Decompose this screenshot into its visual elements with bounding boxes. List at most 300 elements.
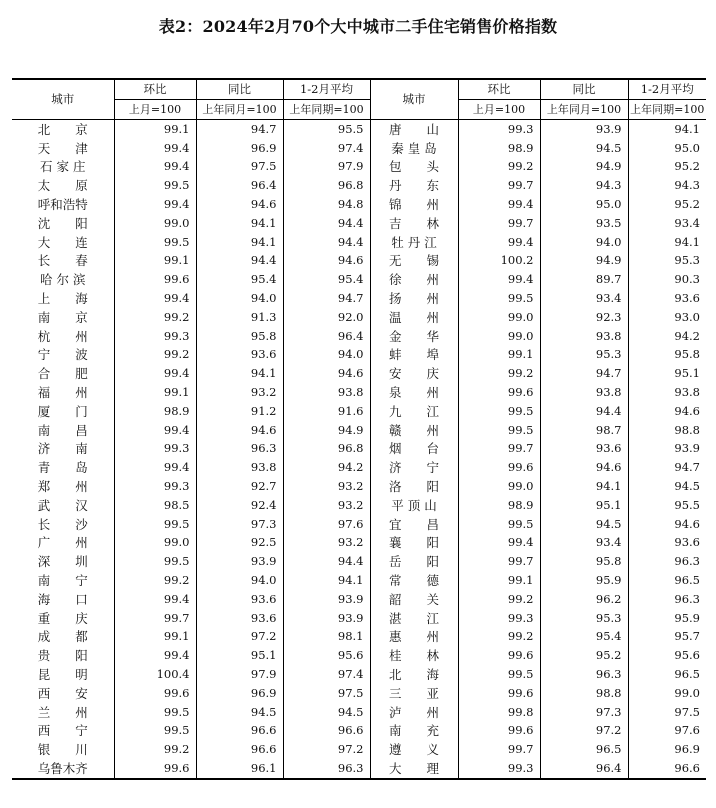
city-name-right: 秦 皇 岛 <box>370 139 458 158</box>
avg-value-right: 94.6 <box>674 403 700 418</box>
city-name-right: 岳 阳 <box>370 552 458 571</box>
avg-value-right: 97.5 <box>674 704 700 719</box>
mom-value-right: 99.5 <box>458 515 540 534</box>
avg-value-left: 93.2 <box>283 534 370 553</box>
mom-value-right: 99.3 <box>458 120 540 139</box>
yoy-value-right: 98.8 <box>540 684 628 703</box>
mom-value-right: 99.5 <box>458 402 540 421</box>
yoy-value-right: 89.7 <box>540 270 628 289</box>
city-name-right: 泉 州 <box>370 383 458 402</box>
table-row <box>12 195 706 214</box>
city-name-right: 徐 州 <box>370 270 458 289</box>
city-name-right: 济 宁 <box>370 458 458 477</box>
city-name-right: 遵 义 <box>370 740 458 759</box>
mom-value-left: 99.4 <box>114 364 196 383</box>
avg-value-left: 91.6 <box>283 402 370 421</box>
table-row <box>12 402 706 421</box>
city-name-left: 南 宁 <box>12 571 114 590</box>
yoy-value-right: 95.2 <box>540 646 628 665</box>
yoy-value-right: 93.6 <box>540 440 628 459</box>
avg-value-right: 93.8 <box>674 385 700 400</box>
city-name-right: 烟 台 <box>370 440 458 459</box>
table-row <box>12 458 706 477</box>
avg-value-left: 94.4 <box>283 552 370 571</box>
yoy-value-left: 96.9 <box>196 139 283 158</box>
mom-value-right: 99.4 <box>458 534 540 553</box>
header-avg-right: 1-2月平均 <box>628 79 706 100</box>
table-row <box>12 703 706 722</box>
city-name-right: 丹 东 <box>370 176 458 195</box>
mom-value-right: 99.5 <box>458 421 540 440</box>
mom-value-right: 99.0 <box>458 308 540 327</box>
avg-value-left: 93.2 <box>283 496 370 515</box>
avg-value-right: 93.6 <box>674 291 700 306</box>
yoy-value-right: 95.8 <box>540 552 628 571</box>
yoy-value-left: 94.1 <box>196 364 283 383</box>
yoy-value-left: 93.9 <box>196 552 283 571</box>
table-row <box>12 214 706 233</box>
mom-value-right: 99.7 <box>458 440 540 459</box>
yoy-value-left: 93.6 <box>196 590 283 609</box>
mom-value-left: 99.5 <box>114 233 196 252</box>
table-row <box>12 684 706 703</box>
table-row <box>12 176 706 195</box>
mom-value-right: 99.1 <box>458 346 540 365</box>
header-mom-left: 环比 <box>114 79 196 100</box>
avg-value-right: 96.3 <box>674 591 700 606</box>
yoy-value-right: 96.4 <box>540 759 628 779</box>
city-name-right: 大 理 <box>370 759 458 779</box>
mom-value-left: 99.4 <box>114 646 196 665</box>
city-name-right: 洛 阳 <box>370 477 458 496</box>
city-name-left: 大 连 <box>12 233 114 252</box>
avg-value-left: 94.6 <box>283 252 370 271</box>
yoy-value-right: 96.5 <box>540 740 628 759</box>
avg-value-left: 97.9 <box>283 158 370 177</box>
yoy-value-right: 98.7 <box>540 421 628 440</box>
avg-value-right: 99.0 <box>674 685 700 700</box>
yoy-value-left: 97.9 <box>196 665 283 684</box>
avg-value-right: 95.5 <box>674 497 700 512</box>
yoy-value-left: 95.8 <box>196 327 283 346</box>
yoy-value-right: 93.4 <box>540 289 628 308</box>
mom-value-right: 99.6 <box>458 458 540 477</box>
avg-value-left: 96.8 <box>283 440 370 459</box>
city-name-left: 乌鲁木齐 <box>12 759 114 779</box>
city-name-left: 石 家 庄 <box>12 158 114 177</box>
table-row <box>12 740 706 759</box>
yoy-value-left: 94.7 <box>196 120 283 139</box>
yoy-value-right: 93.9 <box>540 120 628 139</box>
header-yoy-left: 同比 <box>196 79 283 100</box>
header-avg-base-left: 上年同期=100 <box>283 100 370 120</box>
table-row <box>12 628 706 647</box>
table-row <box>12 139 706 158</box>
header-yoy-base-right: 上年同月=100 <box>540 100 628 120</box>
header-city-right: 城市 <box>370 79 458 120</box>
yoy-value-right: 94.5 <box>540 515 628 534</box>
mom-value-right: 99.5 <box>458 665 540 684</box>
mom-value-left: 99.3 <box>114 327 196 346</box>
table-row <box>12 158 706 177</box>
avg-value-right: 96.5 <box>674 667 700 681</box>
table-row <box>12 346 706 365</box>
city-name-right: 锦 州 <box>370 195 458 214</box>
mom-value-left: 99.4 <box>114 158 196 177</box>
avg-value-right: 95.7 <box>674 629 700 644</box>
table-row <box>12 552 706 571</box>
avg-value-left: 94.4 <box>283 214 370 233</box>
city-name-left: 天 津 <box>12 139 114 158</box>
yoy-value-right: 94.3 <box>540 176 628 195</box>
mom-value-left: 99.4 <box>114 590 196 609</box>
yoy-value-right: 94.6 <box>540 458 628 477</box>
mom-value-left: 99.1 <box>114 252 196 271</box>
yoy-value-right: 93.5 <box>540 214 628 233</box>
city-name-right: 唐 山 <box>370 120 458 139</box>
table-row <box>12 270 706 289</box>
yoy-value-left: 94.5 <box>196 703 283 722</box>
yoy-value-right: 95.3 <box>540 346 628 365</box>
city-name-right: 九 江 <box>370 402 458 421</box>
city-name-left: 广 州 <box>12 534 114 553</box>
mom-value-right: 99.0 <box>458 477 540 496</box>
avg-value-left: 94.0 <box>283 346 370 365</box>
mom-value-right: 100.2 <box>458 252 540 271</box>
avg-value-right: 97.6 <box>674 723 700 738</box>
mom-value-left: 99.7 <box>114 609 196 628</box>
avg-value-left: 94.1 <box>283 571 370 590</box>
mom-value-right: 99.0 <box>458 327 540 346</box>
avg-value-right: 96.6 <box>628 759 706 779</box>
avg-value-left: 96.4 <box>283 327 370 346</box>
city-name-left: 福 州 <box>12 383 114 402</box>
table-row <box>12 308 706 327</box>
table-row <box>12 515 706 534</box>
table-body <box>12 120 706 779</box>
yoy-value-left: 95.1 <box>196 646 283 665</box>
yoy-value-right: 95.0 <box>540 195 628 214</box>
mom-value-left: 98.5 <box>114 496 196 515</box>
avg-value-left: 92.0 <box>283 308 370 327</box>
avg-value-right: 95.8 <box>674 347 700 362</box>
mom-value-right: 99.7 <box>458 214 540 233</box>
yoy-value-right: 92.3 <box>540 308 628 327</box>
avg-value-left: 93.9 <box>283 590 370 609</box>
mom-value-right: 99.7 <box>458 740 540 759</box>
city-name-right: 吉 林 <box>370 214 458 233</box>
table-row <box>12 722 706 741</box>
city-name-left: 杭 州 <box>12 327 114 346</box>
city-name-right: 湛 江 <box>370 609 458 628</box>
avg-value-right: 93.9 <box>674 441 700 456</box>
yoy-value-left: 96.1 <box>196 759 283 779</box>
yoy-value-left: 97.3 <box>196 515 283 534</box>
table-row <box>12 477 706 496</box>
mom-value-left: 99.3 <box>114 440 196 459</box>
city-name-left: 郑 州 <box>12 477 114 496</box>
yoy-value-left: 93.8 <box>196 458 283 477</box>
yoy-value-left: 97.2 <box>196 628 283 647</box>
header-yoy-right: 同比 <box>540 79 628 100</box>
avg-value-right: 98.8 <box>674 422 700 437</box>
avg-value-left: 95.5 <box>283 120 370 139</box>
mom-value-right: 99.5 <box>458 289 540 308</box>
mom-value-right: 99.4 <box>458 233 540 252</box>
yoy-value-right: 95.1 <box>540 496 628 515</box>
yoy-value-left: 94.6 <box>196 421 283 440</box>
city-name-right: 韶 关 <box>370 590 458 609</box>
city-name-left: 西 宁 <box>12 722 114 741</box>
yoy-value-right: 96.3 <box>540 665 628 684</box>
city-name-left: 北 京 <box>12 120 114 139</box>
avg-value-left: 95.6 <box>283 646 370 665</box>
mom-value-right: 99.6 <box>458 383 540 402</box>
table-row <box>12 421 706 440</box>
avg-value-right: 94.1 <box>674 234 700 249</box>
city-name-left: 兰 州 <box>12 703 114 722</box>
city-name-right: 襄 阳 <box>370 534 458 553</box>
city-name-right: 平 顶 山 <box>370 496 458 515</box>
city-name-left: 武 汉 <box>12 496 114 515</box>
city-name-left: 上 海 <box>12 289 114 308</box>
avg-value-right: 93.4 <box>674 215 700 230</box>
city-name-left: 太 原 <box>12 176 114 195</box>
mom-value-left: 99.5 <box>114 722 196 741</box>
city-name-left: 哈 尔 滨 <box>12 270 114 289</box>
header-avg-base-right: 上年同期=100 <box>628 100 706 120</box>
table-row <box>12 646 706 665</box>
city-name-left: 济 南 <box>12 440 114 459</box>
table-row <box>12 440 706 459</box>
yoy-value-left: 95.4 <box>196 270 283 289</box>
mom-value-right: 98.9 <box>458 139 540 158</box>
table-row <box>12 534 706 553</box>
avg-value-right: 95.2 <box>674 159 700 174</box>
yoy-value-left: 93.2 <box>196 383 283 402</box>
city-name-left: 南 昌 <box>12 421 114 440</box>
header-city-left: 城市 <box>12 79 114 120</box>
table-row <box>12 120 706 139</box>
mom-value-left: 99.4 <box>114 289 196 308</box>
city-name-right: 桂 林 <box>370 646 458 665</box>
mom-value-right: 99.4 <box>458 195 540 214</box>
yoy-value-left: 92.4 <box>196 496 283 515</box>
avg-value-right: 96.3 <box>674 554 700 569</box>
avg-value-right: 95.6 <box>674 648 700 663</box>
avg-value-right: 90.3 <box>674 272 700 287</box>
avg-value-right: 95.3 <box>674 253 700 268</box>
mom-value-left: 99.3 <box>114 477 196 496</box>
avg-value-right: 93.0 <box>674 309 700 324</box>
city-name-right: 南 充 <box>370 722 458 741</box>
mom-value-right: 99.6 <box>458 722 540 741</box>
avg-value-left: 93.2 <box>283 477 370 496</box>
avg-value-left: 93.9 <box>283 609 370 628</box>
avg-value-left: 95.4 <box>283 270 370 289</box>
mom-value-left: 99.6 <box>114 270 196 289</box>
yoy-value-left: 94.6 <box>196 195 283 214</box>
mom-value-left: 99.5 <box>114 552 196 571</box>
avg-value-left: 96.6 <box>283 722 370 741</box>
avg-value-right: 94.6 <box>674 516 700 531</box>
mom-value-right: 99.2 <box>458 364 540 383</box>
yoy-value-left: 96.6 <box>196 740 283 759</box>
mom-value-left: 99.0 <box>114 214 196 233</box>
avg-value-right: 94.5 <box>674 479 700 494</box>
city-name-left: 海 口 <box>12 590 114 609</box>
avg-value-left: 97.4 <box>283 139 370 158</box>
table-row <box>12 496 706 515</box>
mom-value-left: 98.9 <box>114 402 196 421</box>
city-name-left: 呼和浩特 <box>12 195 114 214</box>
table-row <box>12 590 706 609</box>
yoy-value-left: 92.5 <box>196 534 283 553</box>
city-name-left: 西 安 <box>12 684 114 703</box>
mom-value-left: 99.4 <box>114 458 196 477</box>
yoy-value-right: 94.4 <box>540 402 628 421</box>
yoy-value-left: 96.9 <box>196 684 283 703</box>
mom-value-left: 100.4 <box>114 665 196 684</box>
city-name-left: 厦 门 <box>12 402 114 421</box>
city-name-right: 牡 丹 江 <box>370 233 458 252</box>
mom-value-left: 99.6 <box>114 759 196 779</box>
price-index-table <box>12 78 706 780</box>
yoy-value-left: 91.2 <box>196 402 283 421</box>
avg-value-left: 94.4 <box>283 233 370 252</box>
yoy-value-left: 93.6 <box>196 346 283 365</box>
yoy-value-right: 94.9 <box>540 158 628 177</box>
avg-value-left: 97.6 <box>283 515 370 534</box>
mom-value-left: 99.5 <box>114 176 196 195</box>
header-row-2 <box>12 100 706 120</box>
mom-value-right: 99.7 <box>458 552 540 571</box>
mom-value-right: 99.6 <box>458 646 540 665</box>
yoy-value-right: 96.2 <box>540 590 628 609</box>
table-row <box>12 364 706 383</box>
yoy-value-left: 94.1 <box>196 214 283 233</box>
mom-value-left: 99.2 <box>114 308 196 327</box>
header-avg-left: 1-2月平均 <box>283 79 370 100</box>
yoy-value-left: 96.3 <box>196 440 283 459</box>
avg-value-left: 97.5 <box>283 684 370 703</box>
city-name-right: 惠 州 <box>370 628 458 647</box>
city-name-left: 宁 波 <box>12 346 114 365</box>
yoy-value-left: 94.4 <box>196 252 283 271</box>
city-name-left: 成 都 <box>12 628 114 647</box>
mom-value-right: 99.2 <box>458 158 540 177</box>
city-name-right: 宜 昌 <box>370 515 458 534</box>
city-name-left: 合 肥 <box>12 364 114 383</box>
table-row <box>12 327 706 346</box>
avg-value-left: 94.9 <box>283 421 370 440</box>
city-name-left: 银 川 <box>12 740 114 759</box>
yoy-value-right: 93.8 <box>540 327 628 346</box>
city-name-left: 长 沙 <box>12 515 114 534</box>
yoy-value-right: 97.2 <box>540 722 628 741</box>
avg-value-left: 94.8 <box>283 195 370 214</box>
city-name-right: 安 庆 <box>370 364 458 383</box>
city-name-left: 青 岛 <box>12 458 114 477</box>
city-name-left: 重 庆 <box>12 609 114 628</box>
mom-value-left: 99.5 <box>114 515 196 534</box>
mom-value-right: 99.6 <box>458 684 540 703</box>
mom-value-right: 99.3 <box>458 759 540 779</box>
mom-value-left: 99.6 <box>114 684 196 703</box>
avg-value-left: 94.6 <box>283 364 370 383</box>
table-row <box>12 571 706 590</box>
city-name-left: 贵 阳 <box>12 646 114 665</box>
city-name-right: 常 德 <box>370 571 458 590</box>
mom-value-right: 99.3 <box>458 609 540 628</box>
city-name-right: 赣 州 <box>370 421 458 440</box>
mom-value-left: 99.1 <box>114 628 196 647</box>
avg-value-right: 94.7 <box>674 460 700 475</box>
mom-value-left: 99.1 <box>114 120 196 139</box>
city-name-right: 蚌 埠 <box>370 346 458 365</box>
mom-value-left: 99.2 <box>114 571 196 590</box>
yoy-value-left: 91.3 <box>196 308 283 327</box>
yoy-value-left: 97.5 <box>196 158 283 177</box>
city-name-left: 长 春 <box>12 252 114 271</box>
mom-value-left: 99.4 <box>114 195 196 214</box>
header-yoy-base-left: 上年同月=100 <box>196 100 283 120</box>
city-name-left: 深 圳 <box>12 552 114 571</box>
yoy-value-right: 95.3 <box>540 609 628 628</box>
mom-value-left: 99.1 <box>114 383 196 402</box>
mom-value-left: 99.2 <box>114 740 196 759</box>
city-name-right: 包 头 <box>370 158 458 177</box>
avg-value-left: 94.2 <box>283 458 370 477</box>
city-name-left: 沈 阳 <box>12 214 114 233</box>
mom-value-left: 99.0 <box>114 534 196 553</box>
city-name-right: 三 亚 <box>370 684 458 703</box>
yoy-value-left: 96.6 <box>196 722 283 741</box>
avg-value-right: 93.6 <box>674 535 700 550</box>
avg-value-right: 95.2 <box>674 197 700 212</box>
table-title: 表2：2024年2月70个大中城市二手住宅销售价格指数 <box>158 17 558 36</box>
table-row <box>12 289 706 308</box>
avg-value-left: 93.8 <box>283 383 370 402</box>
avg-value-right: 94.2 <box>674 328 700 343</box>
yoy-value-right: 94.7 <box>540 364 628 383</box>
mom-value-left: 99.5 <box>114 703 196 722</box>
avg-value-left: 94.5 <box>283 703 370 722</box>
table-row <box>12 665 706 684</box>
avg-value-left: 94.7 <box>283 289 370 308</box>
avg-value-right: 95.9 <box>674 610 700 625</box>
yoy-value-right: 95.4 <box>540 628 628 647</box>
table-row <box>12 233 706 252</box>
yoy-value-right: 93.8 <box>540 383 628 402</box>
city-name-right: 扬 州 <box>370 289 458 308</box>
mom-value-right: 99.2 <box>458 590 540 609</box>
city-name-right: 北 海 <box>370 665 458 684</box>
yoy-value-left: 94.0 <box>196 571 283 590</box>
header-mom-base-right: 上月=100 <box>458 100 540 120</box>
mom-value-right: 98.9 <box>458 496 540 515</box>
table-row <box>12 759 706 779</box>
yoy-value-right: 94.5 <box>540 139 628 158</box>
avg-value-right: 94.3 <box>674 178 700 193</box>
header-mom-base-left: 上月=100 <box>114 100 196 120</box>
yoy-value-right: 97.3 <box>540 703 628 722</box>
mom-value-right: 99.7 <box>458 176 540 195</box>
avg-value-right: 96.5 <box>674 573 700 588</box>
avg-value-right: 95.1 <box>674 366 700 381</box>
table-row <box>12 252 706 271</box>
yoy-value-right: 94.9 <box>540 252 628 271</box>
